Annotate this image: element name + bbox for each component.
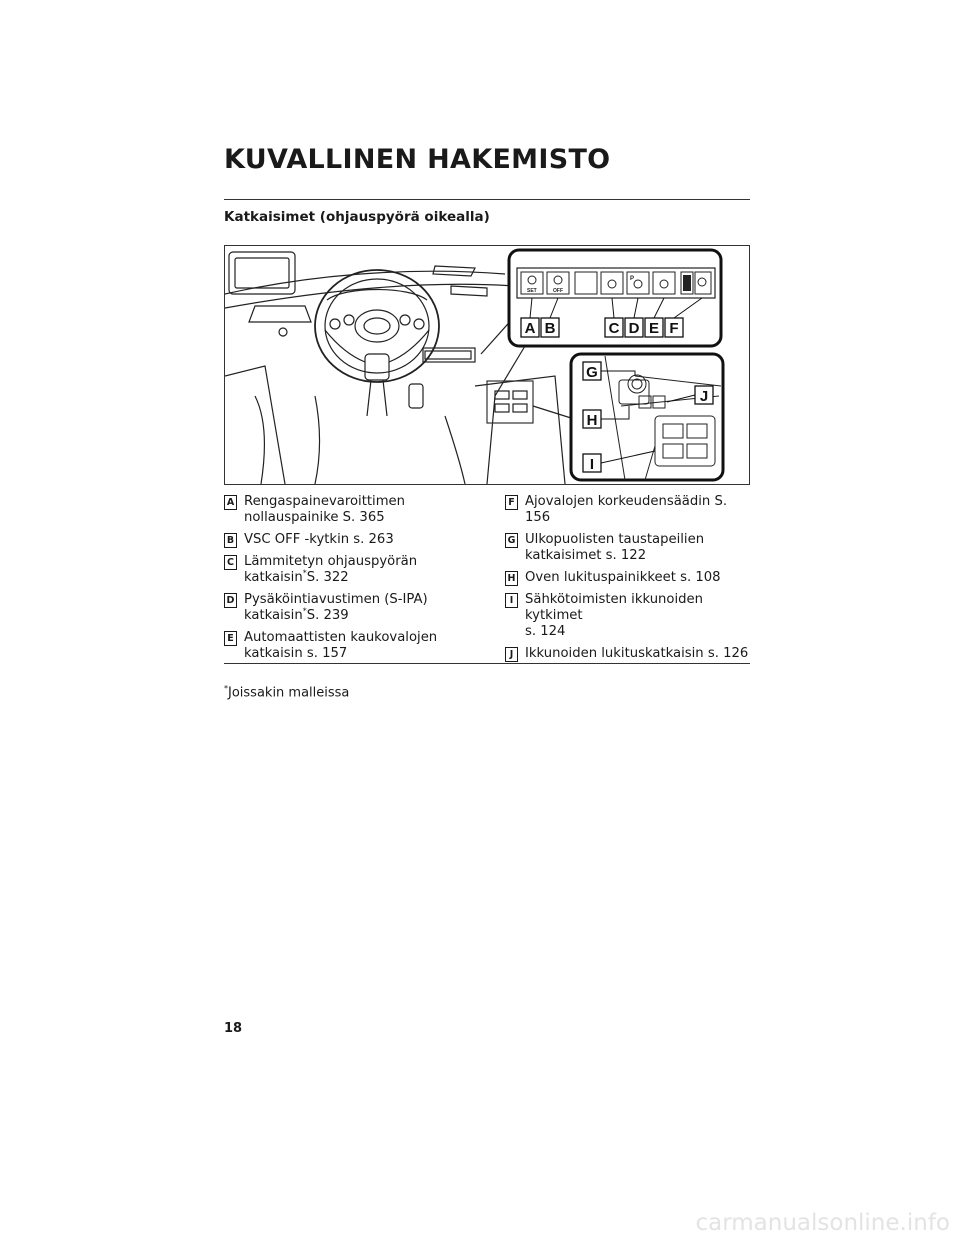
legend-text: katkaisimet s. 122	[525, 548, 647, 563]
callout-e: E	[648, 320, 660, 337]
dashboard-drawing	[225, 246, 749, 484]
legend-key: G	[505, 533, 518, 548]
callout-c: C	[608, 320, 620, 337]
legend-text: Lämmitetyn ohjauspyörän	[244, 554, 418, 569]
legend-page-ref: S. 239	[306, 608, 349, 623]
legend-item-a	[224, 494, 474, 526]
legend-text: Ulkopuolisten taustapeilien	[525, 532, 705, 547]
legend-text: katkaisin	[244, 570, 303, 585]
legend-text: Ajovalojen korkeudensäädin S. 156	[525, 494, 728, 525]
legend-item-g	[505, 532, 750, 564]
watermark: carmanualsonline.info	[695, 1210, 950, 1236]
legend-item-d	[224, 592, 474, 624]
switches-illustration	[224, 245, 750, 485]
legend-divider	[224, 663, 750, 664]
footnote-text: Joissakin malleissa	[228, 685, 350, 701]
callout-i: I	[589, 456, 595, 473]
legend-text: VSC OFF -kytkin s. 263	[244, 532, 394, 547]
legend-key: H	[505, 571, 518, 586]
legend-item-j	[505, 646, 750, 662]
legend-item-b	[224, 532, 474, 548]
set-label: SET	[527, 288, 537, 294]
legend-left-column	[224, 494, 474, 662]
legend-key: E	[224, 631, 237, 646]
legend-text: Oven lukituspainikkeet s. 108	[525, 570, 721, 585]
legend-item-h	[505, 570, 750, 586]
legend-page-ref: S. 322	[306, 570, 349, 585]
legend-key: A	[224, 495, 237, 510]
off-label: OFF	[553, 288, 563, 294]
legend-item-f	[505, 494, 750, 526]
callout-a: A	[524, 320, 536, 337]
legend-key: I	[505, 593, 518, 608]
page-title: KUVALLINEN HAKEMISTO	[224, 144, 611, 175]
legend-text: Sähkötoimisten ikkunoiden kytkimet	[525, 592, 703, 623]
legend-item-e	[224, 630, 474, 662]
legend-text: nollauspainike S. 365	[244, 510, 385, 525]
callout-b: B	[544, 320, 556, 337]
asterisk-mark: *	[302, 606, 307, 616]
page-number: 18	[224, 1021, 243, 1036]
asterisk-mark: *	[302, 568, 307, 578]
footnote	[224, 684, 349, 700]
legend-key: C	[224, 555, 237, 570]
footnote-mark: *	[224, 684, 228, 693]
section-subtitle: Katkaisimet (ohjauspyörä oikealla)	[224, 209, 490, 225]
legend-text: Pysäköintiavustimen (S-IPA)	[244, 592, 428, 607]
legend-text: katkaisin s. 157	[244, 646, 348, 661]
legend-text: Ikkunoiden lukituskatkaisin s. 126	[525, 646, 749, 661]
switch-panel-inset-top	[509, 250, 721, 346]
callout-f: F	[669, 320, 679, 337]
legend-text: Automaattisten kaukovalojen	[244, 630, 438, 645]
legend-item-i	[505, 592, 750, 640]
legend-text: Rengaspainevaroittimen	[244, 494, 406, 509]
callout-h: H	[586, 412, 598, 429]
legend-key: J	[505, 647, 518, 662]
callout-d: D	[628, 320, 640, 337]
legend-key: D	[224, 593, 237, 608]
callout-g: G	[586, 364, 598, 381]
door-switch-inset	[571, 354, 723, 480]
callout-j: J	[699, 388, 709, 405]
legend-key: F	[505, 495, 518, 510]
legend-right-column	[505, 494, 750, 662]
legend-text: s. 124	[525, 624, 566, 639]
legend-key: B	[224, 533, 237, 548]
header-divider	[224, 199, 750, 200]
legend-text: katkaisin	[244, 608, 303, 623]
p-label: P	[630, 276, 635, 282]
legend-item-c	[224, 554, 474, 586]
